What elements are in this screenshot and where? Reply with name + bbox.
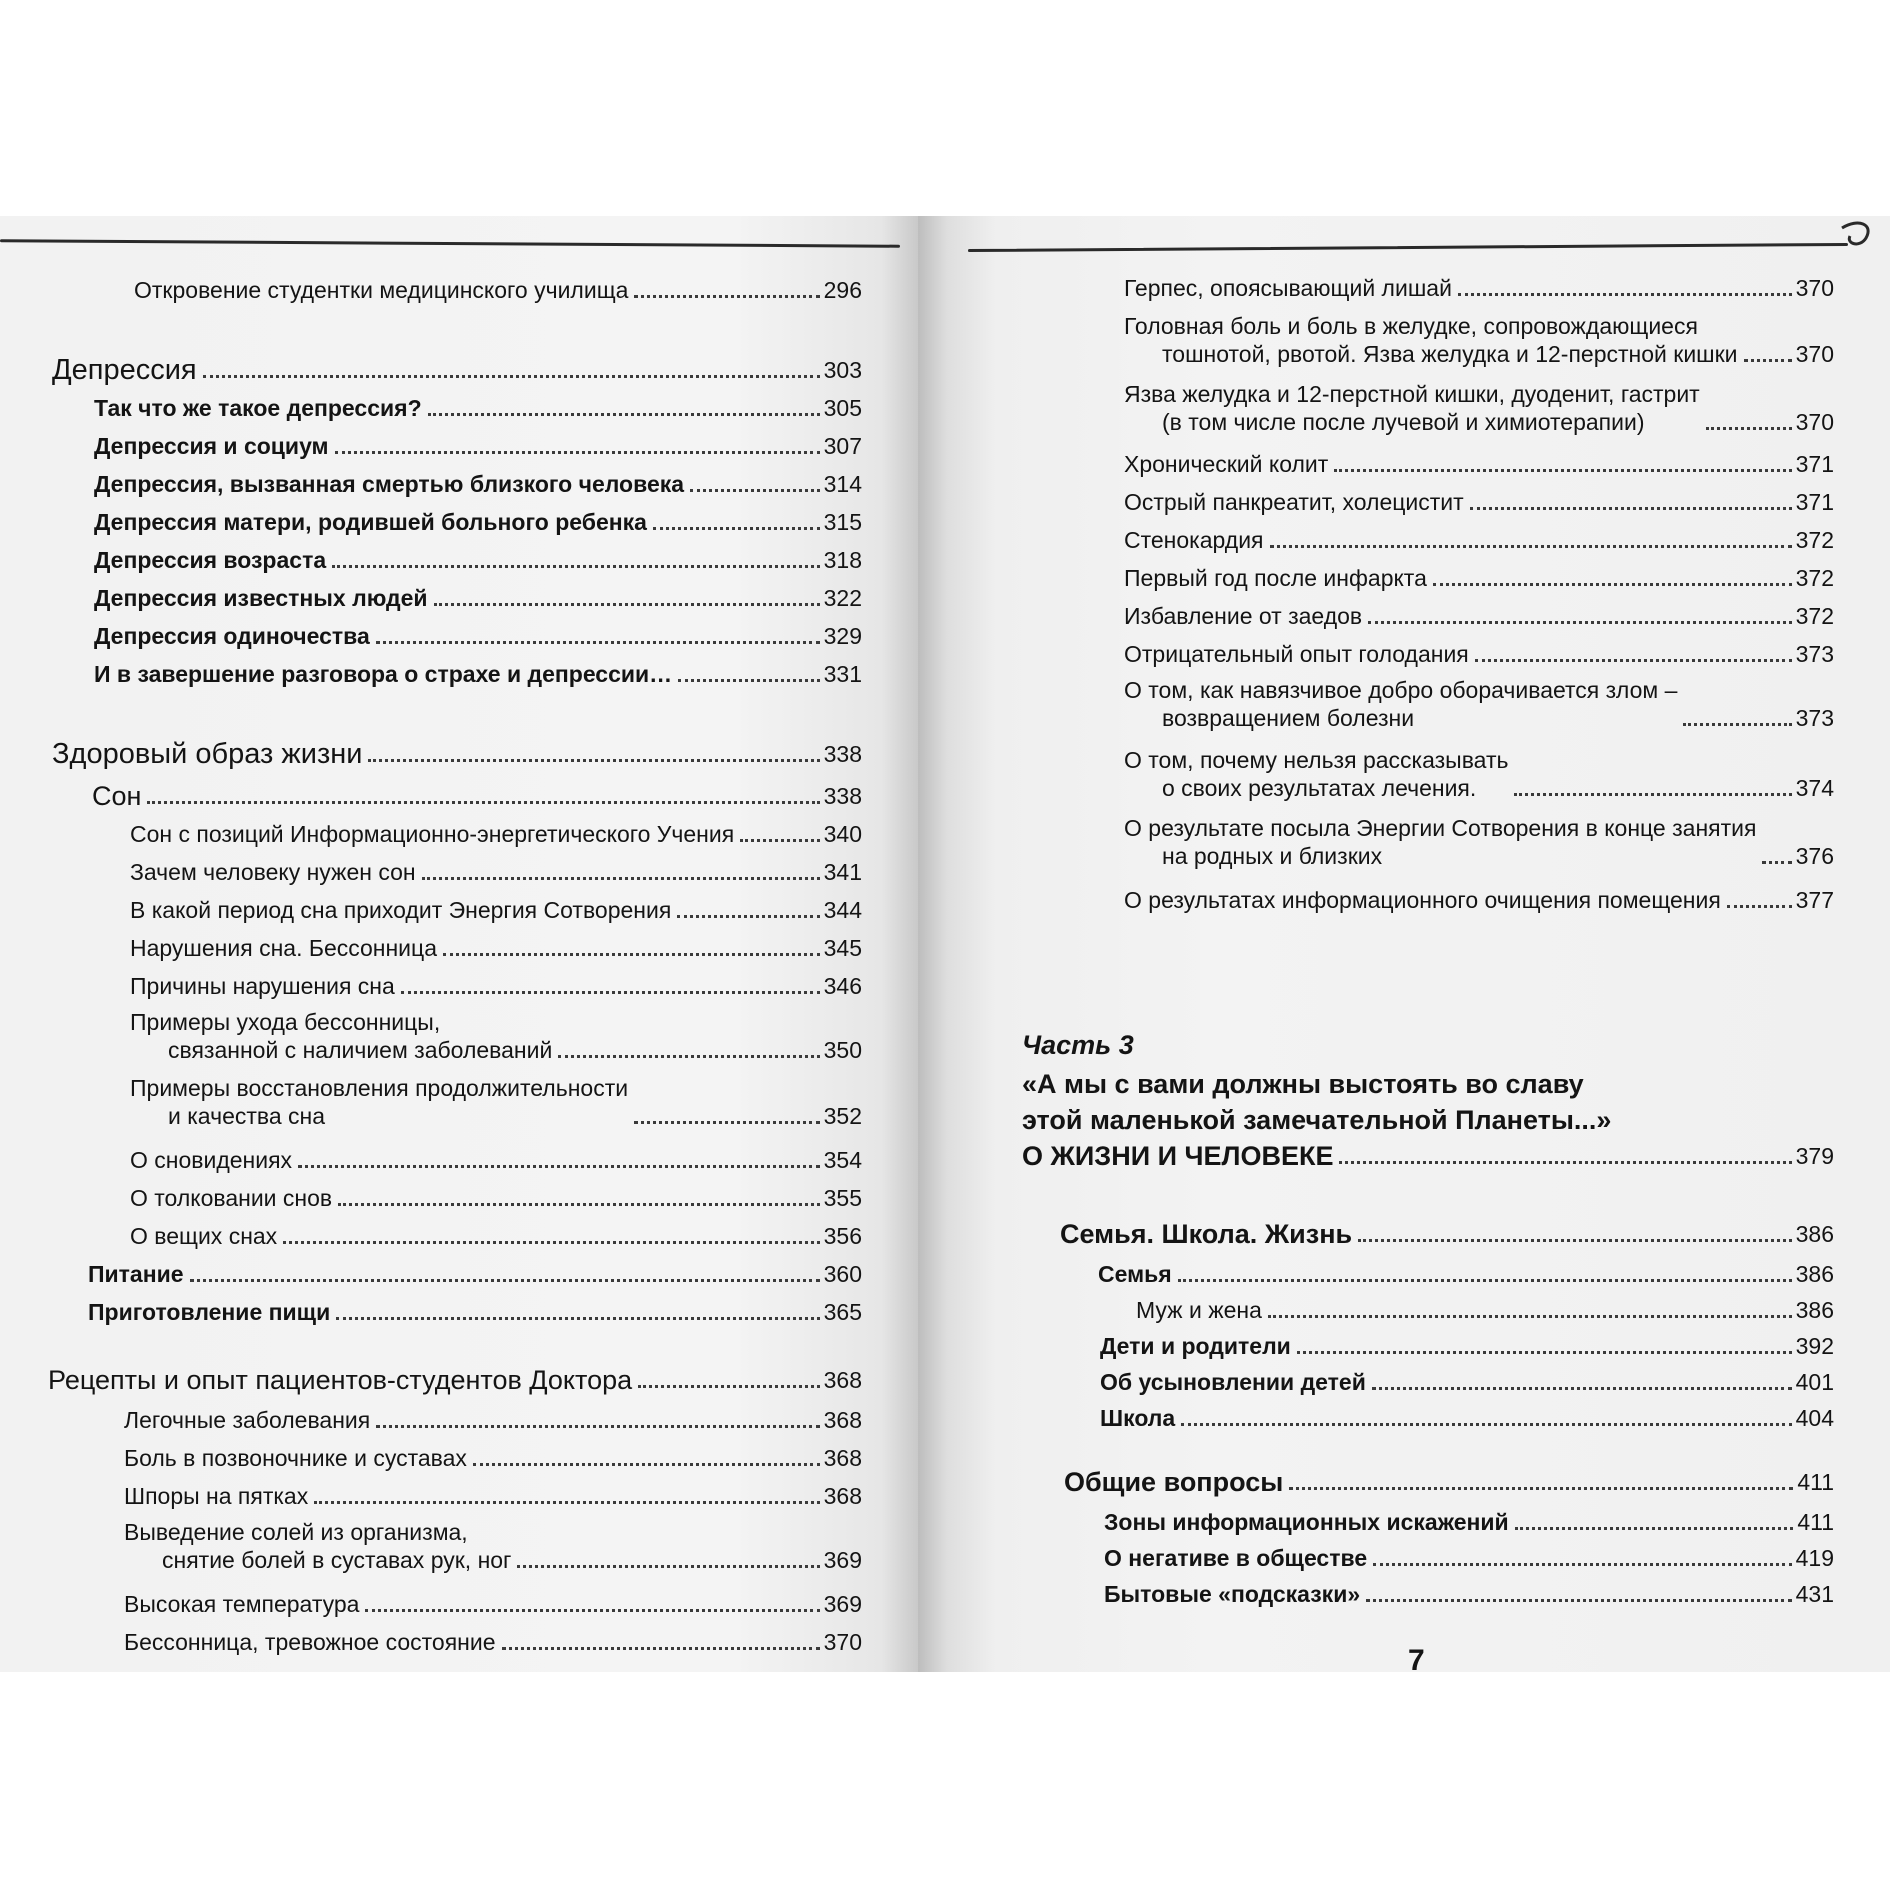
toc-entry: Примеры восстановления продолжительности и качества сна 352 [130, 1075, 862, 1129]
toc-entry: О вещих снах 356 [130, 1223, 862, 1249]
toc-subsection: Об усыновлении детей 401 [1100, 1369, 1834, 1395]
toc-entry: И в завершение разговора о страхе и депрессии… 331 [94, 661, 862, 687]
toc-subsection: Зоны информационных искажений 411 [1104, 1509, 1834, 1535]
left-toc [0, 216, 918, 1672]
part-subtitle: О ЖИЗНИ И ЧЕЛОВЕКЕ 379 [1022, 1141, 1834, 1171]
part-title-line1: «А мы с вами должны выстоять во славу [1022, 1069, 1584, 1099]
toc-subsection: Приготовление пищи 365 [88, 1299, 862, 1325]
toc-section-heading: Общие вопросы 411 [1064, 1467, 1834, 1497]
toc-entry: Депрессия одиночества 329 [94, 623, 862, 649]
toc-entry: Стенокардия 372 [1124, 527, 1834, 553]
toc-entry: Сон с позиций Информационно-энергетического Учения 340 [130, 821, 862, 847]
toc-entry: Откровение студентки медицинского училища 296 [134, 277, 862, 303]
toc-section-heading: Депрессия 303 [52, 354, 862, 386]
toc-entry: Острый панкреатит, холецистит 371 [1124, 489, 1834, 515]
toc-entry: В какой период сна приходит Энергия Сотворения 344 [130, 897, 862, 923]
toc-section-heading: Рецепты и опыт пациентов-студентов Доктора 368 [48, 1365, 862, 1395]
toc-entry: Хронический колит 371 [1124, 451, 1834, 477]
toc-entry: Высокая температура 369 [124, 1591, 862, 1617]
toc-entry: Примеры ухода бессонницы, связанной с наличием заболеваний 350 [130, 1009, 862, 1063]
right-toc [918, 216, 1890, 1672]
toc-entry: Депрессия и социум 307 [94, 433, 862, 459]
toc-entry: Депрессия известных людей 322 [94, 585, 862, 611]
toc-entry: Боль в позвоночнике и суставах 368 [124, 1445, 862, 1471]
toc-entry: Депрессия, вызванная смертью близкого человека 314 [94, 471, 862, 497]
toc-section-heading: Здоровый образ жизни 338 [52, 738, 862, 770]
toc-entry: О результатах информационного очищения помещения 377 [1124, 887, 1834, 913]
toc-entry: Отрицательный опыт голодания 373 [1124, 641, 1834, 667]
toc-entry: О сновидениях 354 [130, 1147, 862, 1173]
toc-entry: Нарушения сна. Бессонница 345 [130, 935, 862, 961]
left-page [0, 216, 918, 1672]
toc-subsection: Школа 404 [1100, 1405, 1834, 1431]
toc-entry: Герпес, опоясывающий лишай 370 [1124, 275, 1834, 301]
part-label: Часть 3 [1022, 1030, 1134, 1060]
toc-subsection: Семья 386 [1098, 1261, 1834, 1287]
toc-entry: Муж и жена 386 [1136, 1297, 1834, 1323]
toc-subsection: Бытовые «подсказки» 431 [1104, 1581, 1834, 1607]
toc-entry: Зачем человеку нужен сон 341 [130, 859, 862, 885]
page-number: 7 [1408, 1644, 1425, 1672]
toc-entry: Язва желудка и 12-перстной кишки, дуоденит, гастрит (в том числе после лучевой и химиотерапии) 370 [1124, 381, 1834, 435]
toc-section-heading: Семья. Школа. Жизнь 386 [1060, 1219, 1834, 1249]
toc-entry: Так что же такое депрессия? 305 [94, 395, 862, 421]
toc-subsection: О негативе в обществе 419 [1104, 1545, 1834, 1571]
part-title-line2: этой маленькой замечательной Планеты...» [1022, 1105, 1612, 1135]
toc-entry: Депрессия возраста 318 [94, 547, 862, 573]
toc-entry: Избавление от заедов 372 [1124, 603, 1834, 629]
toc-entry: О результате посыла Энергии Сотворения в конце занятия на родных и близких 376 [1124, 815, 1834, 869]
toc-entry: Шпоры на пятках 368 [124, 1483, 862, 1509]
toc-subsection: Питание 360 [88, 1261, 862, 1287]
toc-entry: О толковании снов 355 [130, 1185, 862, 1211]
toc-entry: Причины нарушения сна 346 [130, 973, 862, 999]
toc-subsection: Дети и родители 392 [1100, 1333, 1834, 1359]
right-page [918, 216, 1890, 1672]
toc-entry: О том, как навязчивое добро оборачивается злом – возвращением болезни 373 [1124, 677, 1834, 731]
toc-entry: Головная боль и боль в желудке, сопровождающиеся тошнотой, рвотой. Язва желудка и 12-перстной кишки 370 [1124, 313, 1834, 367]
toc-entry: О том, почему нельзя рассказывать о своих результатах лечения. 374 [1124, 747, 1834, 801]
toc-entry: Бессонница, тревожное состояние 370 [124, 1629, 862, 1655]
toc-subsection: Сон 338 [92, 781, 862, 811]
toc-entry: Выведение солей из организма, снятие болей в суставах рук, ног 369 [124, 1519, 862, 1573]
toc-entry: Депрессия матери, родившей больного ребенка 315 [94, 509, 862, 535]
toc-entry: Первый год после инфаркта 372 [1124, 565, 1834, 591]
toc-entry: Легочные заболевания 368 [124, 1407, 862, 1433]
